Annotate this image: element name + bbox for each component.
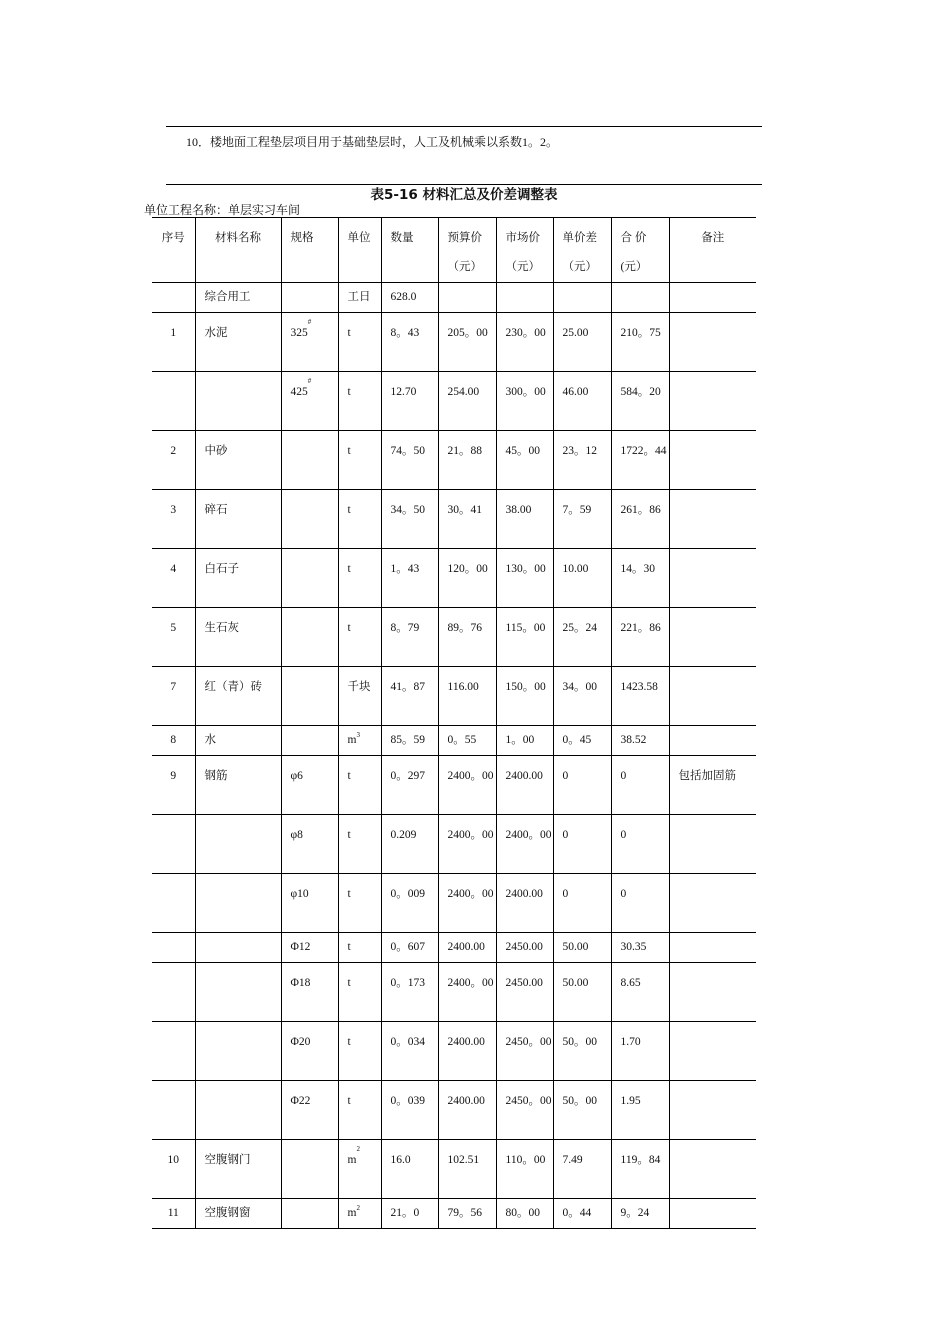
cell-market-price: 2400。00 (496, 815, 553, 874)
cell-budget-price (438, 283, 496, 313)
cell-budget-price: 102.51 (438, 1140, 496, 1199)
cell-budget-price: 21。88 (438, 431, 496, 490)
cell-no: 2 (152, 431, 195, 490)
cell-qty: 0。034 (381, 1022, 438, 1081)
cell-unit: 工日 (338, 283, 381, 313)
cell-unit: 千块 (338, 667, 381, 726)
cell-market-price: 2450.00 (496, 963, 553, 1022)
header-budget-price: 预算价 （元） (438, 218, 496, 283)
cell-price-diff: 50.00 (553, 933, 611, 963)
header-unit: 单位 (338, 218, 381, 283)
cell-no: 7 (152, 667, 195, 726)
cell-budget-price: 2400.00 (438, 933, 496, 963)
cell-total: 119。84 (611, 1140, 669, 1199)
cell-no: 8 (152, 726, 195, 756)
cell-budget-price: 79。56 (438, 1199, 496, 1229)
cell-total: 1423.58 (611, 667, 669, 726)
cell-price-diff (553, 283, 611, 313)
cell-budget-price: 2400。00 (438, 874, 496, 933)
cell-unit: t (338, 963, 381, 1022)
cell-total: 261。86 (611, 490, 669, 549)
table-row (152, 756, 756, 815)
table-row (152, 933, 756, 963)
cell-price-diff: 46.00 (553, 372, 611, 431)
cell-name: 红（青）砖 (195, 667, 281, 726)
cell-no: 10 (152, 1140, 195, 1199)
cell-no (152, 372, 195, 431)
cell-budget-price: 254.00 (438, 372, 496, 431)
cell-spec (281, 283, 338, 313)
cell-name: 白石子 (195, 549, 281, 608)
table-row (152, 549, 756, 608)
table-header-row (152, 218, 756, 283)
cell-qty: 1。43 (381, 549, 438, 608)
header-spec: 规格 (281, 218, 338, 283)
cell-remark (669, 490, 756, 549)
table-row (152, 963, 756, 1022)
cell-market-price: 110。00 (496, 1140, 553, 1199)
cell-remark (669, 726, 756, 756)
cell-no (152, 963, 195, 1022)
table-row (152, 1022, 756, 1081)
cell-total: 14。30 (611, 549, 669, 608)
cell-spec (281, 490, 338, 549)
cell-unit: t (338, 1081, 381, 1140)
cell-no (152, 815, 195, 874)
cell-remark (669, 1022, 756, 1081)
unit-superscript: 2 (356, 1145, 360, 1153)
cell-market-price: 2400.00 (496, 756, 553, 815)
materials-table (152, 217, 756, 1229)
cell-market-price: 80。00 (496, 1199, 553, 1229)
cell-total: 8.65 (611, 963, 669, 1022)
cell-unit: t (338, 549, 381, 608)
table-row (152, 283, 756, 313)
cell-name: 碎石 (195, 490, 281, 549)
cell-spec: φ10 (281, 874, 338, 933)
cell-market-price: 115。00 (496, 608, 553, 667)
cell-name: 空腹钢窗 (195, 1199, 281, 1229)
cell-name: 生石灰 (195, 608, 281, 667)
cell-qty: 0。297 (381, 756, 438, 815)
cell-qty: 0。173 (381, 963, 438, 1022)
table-row (152, 608, 756, 667)
cell-unit: t (338, 1022, 381, 1081)
table-row (152, 490, 756, 549)
cell-market-price: 230。00 (496, 313, 553, 372)
cell-remark (669, 874, 756, 933)
cell-qty: 41。87 (381, 667, 438, 726)
cell-remark (669, 1081, 756, 1140)
cell-no (152, 283, 195, 313)
cell-unit: t (338, 815, 381, 874)
cell-spec: φ8 (281, 815, 338, 874)
table-row (152, 815, 756, 874)
cell-no (152, 874, 195, 933)
cell-price-diff: 7。59 (553, 490, 611, 549)
header-market-price: 市场价 （元） (496, 218, 553, 283)
cell-name: 水 (195, 726, 281, 756)
cell-budget-price: 2400。00 (438, 963, 496, 1022)
cell-price-diff: 25。24 (553, 608, 611, 667)
cell-no: 4 (152, 549, 195, 608)
cell-no: 5 (152, 608, 195, 667)
cell-total: 1.70 (611, 1022, 669, 1081)
cell-unit: t (338, 490, 381, 549)
cell-spec (281, 726, 338, 756)
cell-market-price: 2400.00 (496, 874, 553, 933)
cell-name (195, 1081, 281, 1140)
cell-budget-price: 2400。00 (438, 756, 496, 815)
cell-market-price (496, 283, 553, 313)
cell-qty: 21。0 (381, 1199, 438, 1229)
cell-spec: Φ18 (281, 963, 338, 1022)
cell-total: 0 (611, 815, 669, 874)
cell-total: 0 (611, 874, 669, 933)
cell-budget-price: 0。55 (438, 726, 496, 756)
unit-superscript: 2 (356, 1204, 360, 1212)
cell-remark (669, 933, 756, 963)
cell-price-diff: 34。00 (553, 667, 611, 726)
cell-spec: φ6 (281, 756, 338, 815)
cell-remark (669, 372, 756, 431)
cell-total: 0 (611, 756, 669, 815)
cell-remark: 包括加固筋 (669, 756, 756, 815)
cell-unit: t (338, 431, 381, 490)
header-no: 序号 (152, 218, 195, 283)
cell-qty: 12.70 (381, 372, 438, 431)
cell-name (195, 1022, 281, 1081)
table-row (152, 1140, 756, 1199)
cell-total: 584。20 (611, 372, 669, 431)
cell-remark (669, 283, 756, 313)
cell-total: 221。86 (611, 608, 669, 667)
cell-qty: 0.209 (381, 815, 438, 874)
table-row (152, 431, 756, 490)
cell-market-price: 2450。00 (496, 1081, 553, 1140)
cell-name (195, 372, 281, 431)
header-price-diff: 单价差 （元） (553, 218, 611, 283)
cell-qty: 85。59 (381, 726, 438, 756)
cell-name: 水泥 (195, 313, 281, 372)
table-row (152, 313, 756, 372)
cell-price-diff: 50。00 (553, 1022, 611, 1081)
top-rule (166, 126, 762, 127)
cell-market-price: 38.00 (496, 490, 553, 549)
table-row (152, 1081, 756, 1140)
cell-remark (669, 549, 756, 608)
cell-budget-price: 2400.00 (438, 1022, 496, 1081)
header-name: 材料名称 (195, 218, 281, 283)
cell-qty: 16.0 (381, 1140, 438, 1199)
cell-name (195, 963, 281, 1022)
cell-total: 1722。44 (611, 431, 669, 490)
cell-spec (281, 1140, 338, 1199)
cell-name: 钢筋 (195, 756, 281, 815)
cell-name: 空腹钢门 (195, 1140, 281, 1199)
cell-total (611, 283, 669, 313)
table-title: 表5-16 材料汇总及价差调整表 (370, 187, 558, 203)
header-remark: 备注 (669, 218, 756, 283)
cell-no (152, 933, 195, 963)
cell-total: 1.95 (611, 1081, 669, 1140)
cell-name: 中砂 (195, 431, 281, 490)
table-body (152, 283, 756, 1229)
table-row (152, 874, 756, 933)
cell-qty: 74。50 (381, 431, 438, 490)
cell-spec: 325# (281, 313, 338, 372)
cell-spec: Φ20 (281, 1022, 338, 1081)
cell-remark (669, 963, 756, 1022)
cell-market-price: 1。00 (496, 726, 553, 756)
cell-name (195, 815, 281, 874)
cell-spec: 425# (281, 372, 338, 431)
cell-market-price: 130。00 (496, 549, 553, 608)
cell-no: 1 (152, 313, 195, 372)
cell-spec (281, 549, 338, 608)
cell-unit: $m^2$ (338, 1199, 381, 1229)
cell-total: 38.52 (611, 726, 669, 756)
unit-project-name: 单位工程名称：单层实习车间 (144, 203, 301, 217)
cell-spec: Φ12 (281, 933, 338, 963)
cell-price-diff: 25.00 (553, 313, 611, 372)
cell-total: 30.35 (611, 933, 669, 963)
cell-budget-price: 2400。00 (438, 815, 496, 874)
cell-spec: Φ22 (281, 1081, 338, 1140)
cell-qty: 0。009 (381, 874, 438, 933)
cell-unit: $m^2$ (338, 1140, 381, 1199)
cell-qty: 34。50 (381, 490, 438, 549)
cell-price-diff: 7.49 (553, 1140, 611, 1199)
cell-market-price: 2450.00 (496, 933, 553, 963)
cell-price-diff: 0 (553, 874, 611, 933)
cell-price-diff: 0。44 (553, 1199, 611, 1229)
cell-spec (281, 667, 338, 726)
header-qty: 数量 (381, 218, 438, 283)
cell-unit: $m^3$ (338, 726, 381, 756)
table-row (152, 1199, 756, 1229)
cell-qty: 0。607 (381, 933, 438, 963)
cell-spec (281, 1199, 338, 1229)
cell-price-diff: 50.00 (553, 963, 611, 1022)
unit-superscript: 3 (356, 731, 360, 739)
cell-unit: t (338, 933, 381, 963)
cell-budget-price: 120。00 (438, 549, 496, 608)
cell-unit: t (338, 372, 381, 431)
cell-budget-price: 2400.00 (438, 1081, 496, 1140)
cell-market-price: 2450。00 (496, 1022, 553, 1081)
cell-unit: t (338, 756, 381, 815)
cell-budget-price: 30。41 (438, 490, 496, 549)
cell-qty: 0。039 (381, 1081, 438, 1140)
cell-price-diff: 0。45 (553, 726, 611, 756)
note-text: 10．楼地面工程垫层项目用于基础垫层时，人工及机械乘以系数1。2。 (186, 135, 559, 149)
cell-budget-price: 205。00 (438, 313, 496, 372)
spec-superscript: # (307, 318, 312, 326)
cell-budget-price: 89。76 (438, 608, 496, 667)
table-row (152, 726, 756, 756)
cell-no (152, 1081, 195, 1140)
cell-market-price: 150。00 (496, 667, 553, 726)
cell-price-diff: 0 (553, 815, 611, 874)
cell-price-diff: 0 (553, 756, 611, 815)
cell-qty: 8。79 (381, 608, 438, 667)
table-row (152, 372, 756, 431)
header-total: 合 价 (元） (611, 218, 669, 283)
middle-rule (166, 184, 762, 185)
cell-qty: 8。43 (381, 313, 438, 372)
cell-name (195, 874, 281, 933)
cell-remark (669, 815, 756, 874)
cell-budget-price: 116.00 (438, 667, 496, 726)
cell-qty: 628.0 (381, 283, 438, 313)
cell-total: 9。24 (611, 1199, 669, 1229)
cell-remark (669, 431, 756, 490)
cell-market-price: 300。00 (496, 372, 553, 431)
cell-price-diff: 50。00 (553, 1081, 611, 1140)
cell-remark (669, 608, 756, 667)
cell-price-diff: 10.00 (553, 549, 611, 608)
cell-remark (669, 1199, 756, 1229)
cell-unit: t (338, 874, 381, 933)
cell-remark (669, 1140, 756, 1199)
cell-name: 综合用工 (195, 283, 281, 313)
table-row (152, 667, 756, 726)
cell-price-diff: 23。12 (553, 431, 611, 490)
cell-no: 11 (152, 1199, 195, 1229)
cell-no: 9 (152, 756, 195, 815)
cell-spec (281, 608, 338, 667)
spec-superscript: # (307, 377, 312, 385)
cell-remark (669, 667, 756, 726)
cell-total: 210。75 (611, 313, 669, 372)
cell-name (195, 933, 281, 963)
cell-no: 3 (152, 490, 195, 549)
cell-unit: t (338, 608, 381, 667)
cell-market-price: 45。00 (496, 431, 553, 490)
cell-remark (669, 313, 756, 372)
cell-spec (281, 431, 338, 490)
cell-unit: t (338, 313, 381, 372)
cell-no (152, 1022, 195, 1081)
